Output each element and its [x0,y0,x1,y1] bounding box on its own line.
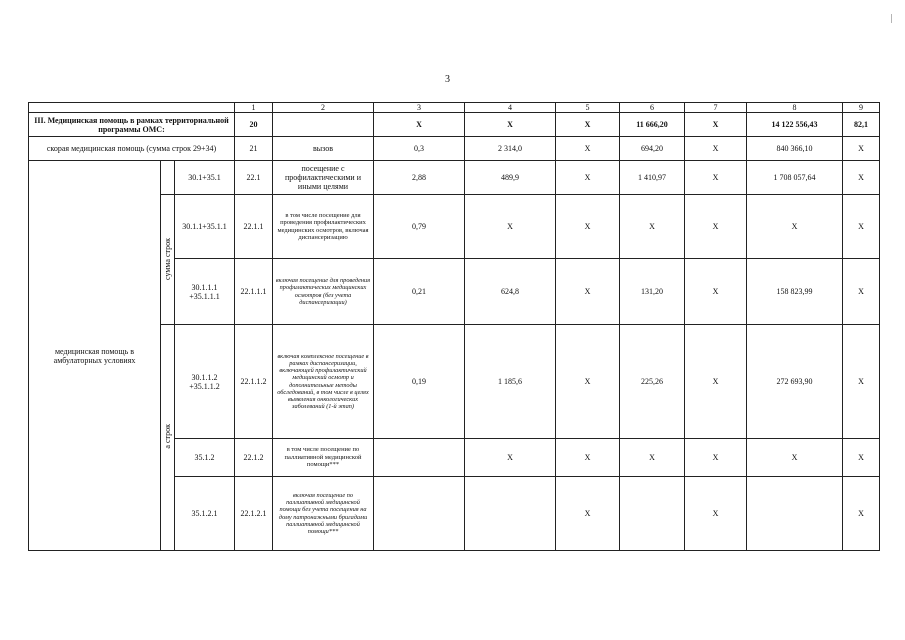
r2-c7: X [685,195,747,259]
r5-c1: 22.1.2 [235,439,273,477]
header-col-8: 8 [747,103,843,113]
ambulance-c8: 840 366,10 [747,137,843,161]
r6-c2: включая посещение по паллиативной медицинской помощи без учета посещения на дому патронажными бригадами паллиативной медицинской помощи*** [273,477,374,551]
r1-c2: посещение с профилактическими и иными целями [273,161,374,195]
r2-c6: X [620,195,685,259]
section-c6: 11 666,20 [620,113,685,137]
r6-c5: X [556,477,620,551]
ambulance-c7: X [685,137,747,161]
section-c7: X [685,113,747,137]
r3-c9: X [843,259,880,325]
r1-c5: X [556,161,620,195]
r4-c1: 22.1.1.2 [235,325,273,439]
r2-ref: 30.1.1+35.1.1 [175,195,235,259]
section-label: III. Медицинская помощь в рамках территориальной программы ОМС: [29,113,235,137]
r3-c8: 158 823,99 [747,259,843,325]
ambulance-c4: 2 314,0 [465,137,556,161]
r4-c4: 1 185,6 [465,325,556,439]
r6-c9: X [843,477,880,551]
plan-table [28,102,880,551]
r1-c6: 1 410,97 [620,161,685,195]
r2-c2: в том числе посещение для проведения профилактических медицинских осмотров, включая диспансеризацию [273,195,374,259]
vertical-spacer [161,161,175,195]
r3-c3: 0,21 [374,259,465,325]
r4-c6: 225,26 [620,325,685,439]
r4-c3: 0,19 [374,325,465,439]
header-blank [29,103,235,113]
ambulance-label: скорая медицинская помощь (сумма строк 29+34) [29,137,235,161]
r5-c2: в том числе посещение по паллиативной медицинской помощи*** [273,439,374,477]
r3-ref: 30.1.1.1 +35.1.1.1 [175,259,235,325]
r4-c8: 272 693,90 [747,325,843,439]
ambulance-c2: вызов [273,137,374,161]
section-c3: X [374,113,465,137]
vertical-label-cell [161,195,175,325]
section-c4: X [465,113,556,137]
r1-c9: X [843,161,880,195]
ambulance-c5: X [556,137,620,161]
r1-c4: 489,9 [465,161,556,195]
r4-c5: X [556,325,620,439]
r3-c7: X [685,259,747,325]
r5-c8: X [747,439,843,477]
r6-c3 [374,477,465,551]
header-col-3: 3 [374,103,465,113]
section-c5: X [556,113,620,137]
r3-c5: X [556,259,620,325]
r2-c5: X [556,195,620,259]
r6-c7: X [685,477,747,551]
section-c2 [273,113,374,137]
r6-c6 [620,477,685,551]
header-row [29,103,880,113]
header-col-6: 6 [620,103,685,113]
header-col-7: 7 [685,103,747,113]
r5-c7: X [685,439,747,477]
vertical-label-bottom: а строк [163,424,172,449]
r6-c1: 22.1.2.1 [235,477,273,551]
r4-c2: включая комплексное посещение в рамках диспансеризации, включающей профилактический медицинский осмотр и дополнительные методы обследований, в том числе в целях выявления онкологических заболеваний (1-й этап) [273,325,374,439]
header-col-9: 9 [843,103,880,113]
ambulance-row [29,137,880,161]
r3-c2: включая посещение для проведения профилактических медицинских осмотров (без учета диспансеризации) [273,259,374,325]
r1-c7: X [685,161,747,195]
section-c9: 82,1 [843,113,880,137]
r3-c1: 22.1.1.1 [235,259,273,325]
r2-c1: 22.1.1 [235,195,273,259]
scan-edge-mark [891,14,892,23]
r1-c1: 22.1 [235,161,273,195]
r1-ref: 30.1+35.1 [175,161,235,195]
r6-c4 [465,477,556,551]
header-col-2: 2 [273,103,374,113]
r1-c8: 1 708 057,64 [747,161,843,195]
ambulance-c1: 21 [235,137,273,161]
r3-c4: 624,8 [465,259,556,325]
vertical-label-top: сумма строк [163,237,172,280]
r6-c8 [747,477,843,551]
r1-c3: 2,88 [374,161,465,195]
r4-ref: 30.1.1.2 +35.1.1.2 [175,325,235,439]
section-c1: 20 [235,113,273,137]
ambulance-c3: 0,3 [374,137,465,161]
ambulance-c6: 694,20 [620,137,685,161]
r4-c7: X [685,325,747,439]
page-number: 3 [445,74,450,85]
header-col-4: 4 [465,103,556,113]
vertical-label-cell-bottom [161,325,175,551]
header-col-5: 5 [556,103,620,113]
r2-c4: X [465,195,556,259]
r5-c4: X [465,439,556,477]
r5-c5: X [556,439,620,477]
r4-c9: X [843,325,880,439]
r2-c9: X [843,195,880,259]
r5-c9: X [843,439,880,477]
r2-c8: X [747,195,843,259]
section-c8: 14 122 556,43 [747,113,843,137]
r6-ref: 35.1.2.1 [175,477,235,551]
header-col-1: 1 [235,103,273,113]
table-row [29,161,880,195]
section-row [29,113,880,137]
r2-c3: 0,79 [374,195,465,259]
r5-ref: 35.1.2 [175,439,235,477]
r3-c6: 131,20 [620,259,685,325]
ambulance-c9: X [843,137,880,161]
r5-c3 [374,439,465,477]
outpatient-label: медицинская помощь в амбулаторных условиях [29,161,161,551]
r5-c6: X [620,439,685,477]
